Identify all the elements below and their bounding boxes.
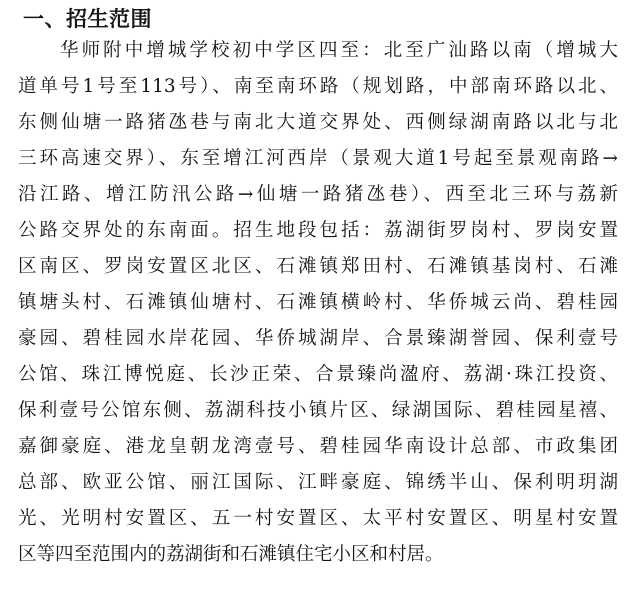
paragraph-line-7: 区南区、罗岗安置区北区、石滩镇郑田村、石滩镇基岗村、石滩 xyxy=(18,256,618,277)
paragraph-line-2: 道单号1号至113号）、南至南环路（规划路，中部南环路以北、 xyxy=(18,76,618,97)
paragraph-line-14: 光、光明村安置区、五一村安置区、太平村安置区、明星村安置 xyxy=(18,508,618,529)
paragraph-line-8: 镇塘头村、石滩镇仙塘村、石滩镇横岭村、华侨城云尚、碧桂园 xyxy=(18,292,618,313)
paragraph-line-4: 三环高速交界）、东至增江河西岸（景观大道1号起至景观南路→ xyxy=(18,148,618,169)
paragraph-line-10: 公馆、珠江博悦庭、长沙正荣、合景臻尚溋府、荔湖·珠江投资、 xyxy=(18,364,618,385)
paragraph-line-11: 保利壹号公馆东侧、荔湖科技小镇片区、绿湖国际、碧桂园星禧、 xyxy=(18,400,618,421)
paragraph-line-15: 区等四至范围内的荔湖街和石滩镇住宅小区和村居。 xyxy=(18,544,444,565)
paragraph-line-13: 总部、欧亚公馆、丽江国际、江畔豪庭、锦绣半山、保利明玥湖 xyxy=(18,472,618,493)
paragraph-line-1: 华师附中增城学校初中学区四至：北至广汕路以南（增城大 xyxy=(60,40,618,61)
paragraph-line-9: 豪园、碧桂园水岸花园、华侨城湖岸、合景臻湖誉园、保利壹号 xyxy=(18,328,618,349)
paragraph-line-3: 东侧仙塘一路猪氹巷与南北大道交界处、西侧绿湖南路以北与北 xyxy=(18,112,618,133)
paragraph-line-12: 嘉御豪庭、港龙皇朝龙湾壹号、碧桂园华南设计总部、市政集团 xyxy=(18,436,618,457)
paragraph-line-6: 公路交界处的东南面。招生地段包括：荔湖街罗岗村、罗岗安置 xyxy=(18,220,618,241)
section-heading: 一、招生范围 xyxy=(23,7,152,31)
paragraph-line-5: 沿江路、增江防汛公路→仙塘一路猪氹巷）、西至北三环与荔新 xyxy=(18,184,618,205)
